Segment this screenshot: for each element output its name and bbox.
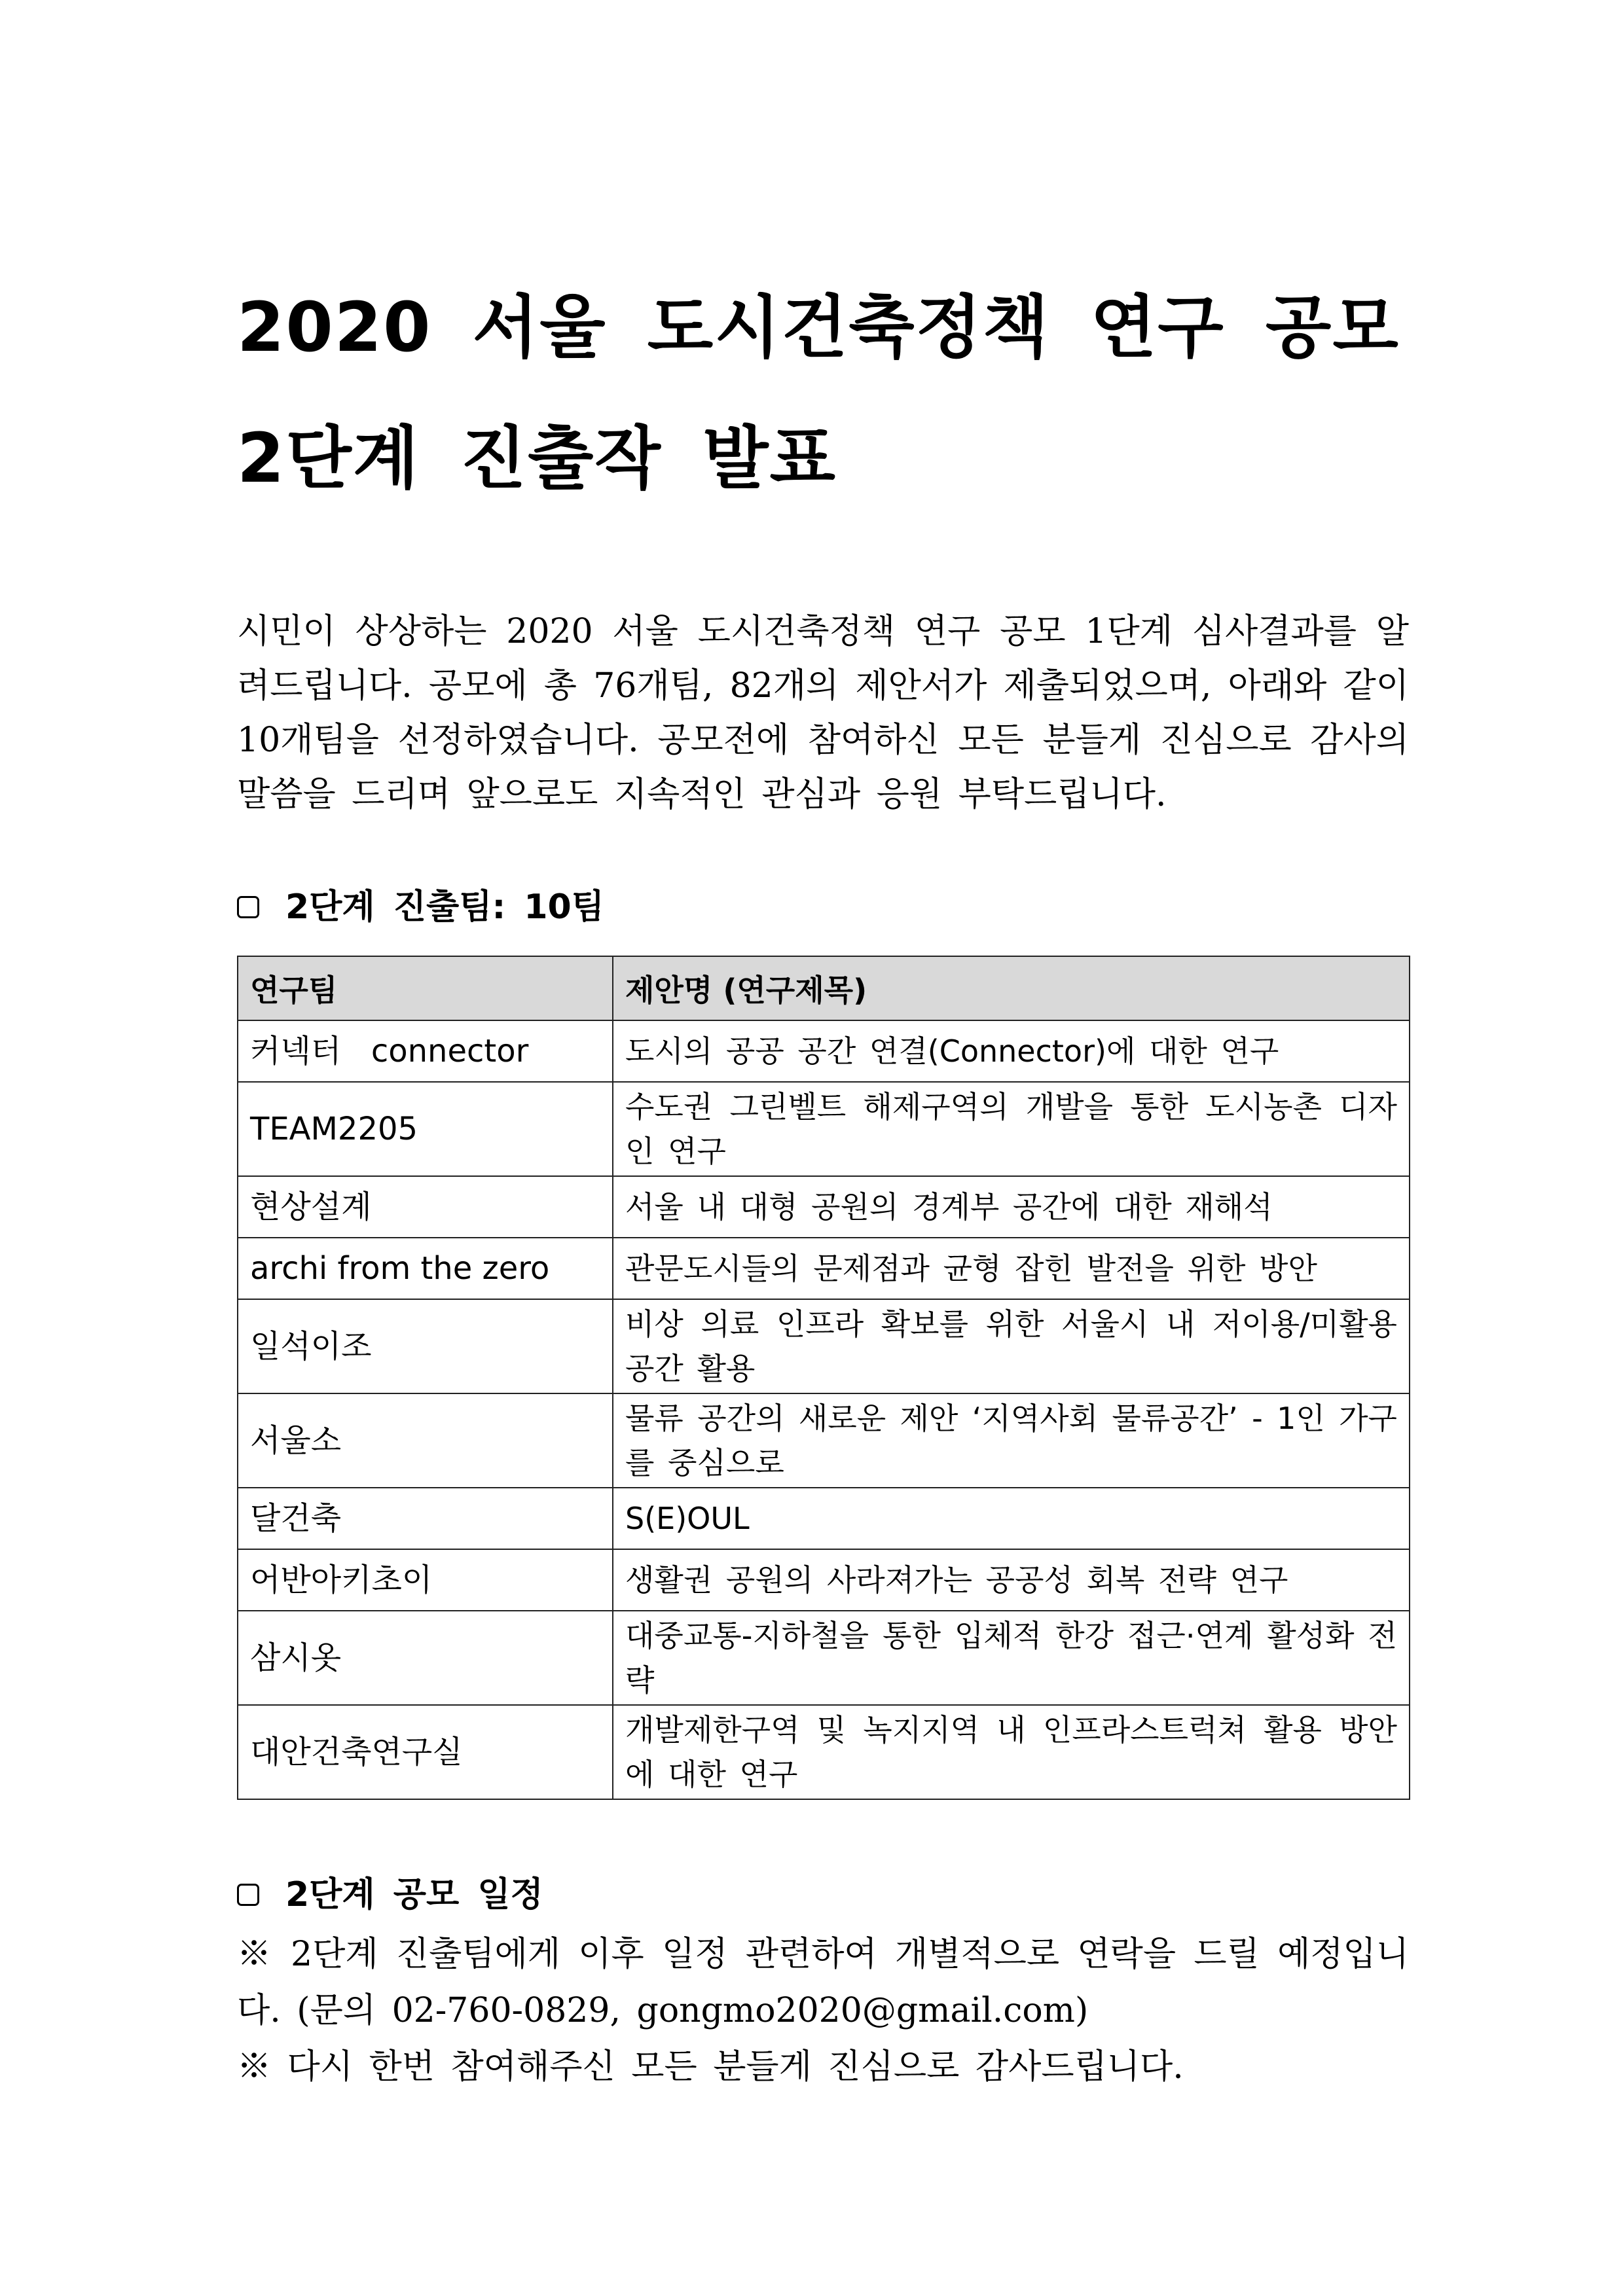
table-row [238, 1488, 1410, 1549]
proposal-cell: 물류 공간의 새로운 제안 ‘지역사회 물류공간’ - 1인 가구를 중심으로 [613, 1393, 1410, 1488]
proposal-cell: 수도권 그린벨트 해제구역의 개발을 통한 도시농촌 디자인 연구 [613, 1082, 1410, 1176]
proposal-cell: 대중교통-지하철을 통한 입체적 한강 접근·연계 활성화 전략 [613, 1611, 1410, 1705]
checkbox-icon [237, 896, 259, 918]
team-cell: 일석이조 [238, 1299, 613, 1393]
schedule-notes [237, 1926, 1409, 2095]
table-row [238, 1299, 1410, 1393]
team-cell: 어반아키초이 [238, 1549, 613, 1611]
table-row [238, 1176, 1410, 1238]
table-row [238, 1549, 1410, 1611]
proposal-cell: 생활권 공원의 사라져가는 공공성 회복 전략 연구 [613, 1549, 1410, 1611]
section-heading-finalists [237, 881, 1409, 933]
table-row [238, 1611, 1410, 1705]
section-heading-label: 2단계 진출팀: 10팀 [285, 888, 604, 927]
intro-paragraph: 시민이 상상하는 2020 서울 도시건축정책 연구 공모 1단계 심사결과를 알려드립니다. 공모에 총 76개팀, 82개의 제안서가 제출되었으며, 아래와 같이 10개팀을 선정하였습니다. 공모전에 참여하신 모든 분들게 진심으로 감사의 말씀을 드리며 앞으로도 지속적인 관심과 응원 부탁드립니다. [237, 612, 1409, 814]
team-cell: archi from the zero [238, 1238, 613, 1299]
column-header-proposal: 제안명 (연구제목) [613, 956, 1410, 1020]
document-page [237, 262, 1409, 2095]
title-line-1: 2020 서울 도시건축정책 연구 공모 [237, 287, 1400, 367]
team-cell: 커넥터 connector [238, 1020, 613, 1082]
proposal-cell: 개발제한구역 및 녹지지역 내 인프라스트럭쳐 활용 방안에 대한 연구 [613, 1705, 1410, 1799]
column-header-team: 연구팀 [238, 956, 613, 1020]
team-cell: 삼시옷 [238, 1611, 613, 1705]
checkbox-icon [237, 1884, 259, 1906]
finalist-table [237, 956, 1410, 1800]
table-row [238, 1393, 1410, 1488]
title-line-2: 2단계 진출작 발표 [237, 418, 837, 498]
team-cell: 서울소 [238, 1393, 613, 1488]
team-cell: 현상설계 [238, 1176, 613, 1238]
table-row [238, 1020, 1410, 1082]
table-header-row [238, 956, 1410, 1020]
proposal-cell: S(E)OUL [613, 1488, 1410, 1549]
note-contact: ※ 2단계 진출팀에게 이후 일정 관련하여 개별적으로 연락을 드릴 예정입니다. (문의 02-760-0829, gongmo2020@gmail.com) [237, 1935, 1409, 2030]
table-row [238, 1705, 1410, 1799]
team-cell: 대안건축연구실 [238, 1705, 613, 1799]
proposal-cell: 관문도시들의 문제점과 균형 잡힌 발전을 위한 방안 [613, 1238, 1410, 1299]
section-heading-label: 2단계 공모 일정 [285, 1875, 543, 1914]
proposal-cell: 비상 의료 인프라 확보를 위한 서울시 내 저이용/미활용 공간 활용 [613, 1299, 1410, 1393]
proposal-cell: 도시의 공공 공간 연결(Connector)에 대한 연구 [613, 1020, 1410, 1082]
table-row [238, 1082, 1410, 1176]
page-title [237, 262, 1409, 524]
proposal-cell: 서울 내 대형 공원의 경계부 공간에 대한 재해석 [613, 1176, 1410, 1238]
team-cell: TEAM2205 [238, 1082, 613, 1176]
section-heading-schedule [237, 1869, 1409, 1921]
team-cell: 달건축 [238, 1488, 613, 1549]
table-row [238, 1238, 1410, 1299]
note-thanks: ※ 다시 한번 참여해주신 모든 분들게 진심으로 감사드립니다. [237, 2047, 1184, 2087]
